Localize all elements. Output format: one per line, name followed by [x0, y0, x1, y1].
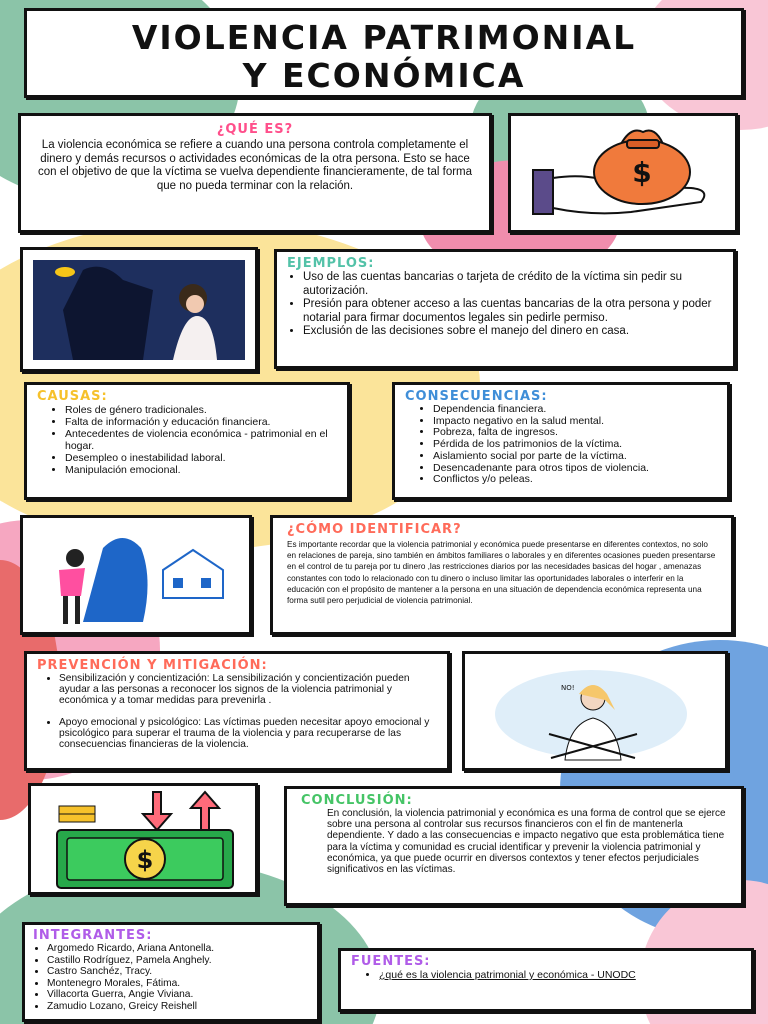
identificar-image-card [20, 515, 252, 635]
list-item: • Exclusión de las decisiones sobre el manejo del dinero en casa. [303, 325, 723, 339]
identificar-text: Es importante recordar que la violencia patrimonial y económica puede presentarse en diferentes contextos, no solo en relaciones de pareja, sino también en ámbitos familiares o laborales y en diferentes ocasiones pueden presentarse en el control de tu pareja por tu dinero ,las restricciones diarios por las necesidades basicas del hogar , amenazas constantes con todo lo relacionado con tu dinero o incluso limitar las oportunidades laborales o interferir en la educación con el propósito de mantener a la persona en una situación de dependencia económica representa una forma sutil pero perjudicial de violencia patrimonial. [287, 540, 716, 606]
causas-list [37, 404, 337, 476]
fuentes-heading: FUENTES: [351, 954, 431, 969]
speech-bubble-text: NO! [561, 684, 575, 692]
consecuencias-card [392, 382, 730, 500]
list-item: • Uso de las cuentas bancarias o tarjeta de crédito de la víctima sin pedir su autorización. [303, 271, 723, 298]
identificar-card [270, 515, 734, 635]
integrantes-card [22, 922, 320, 1022]
list-item: • Aislamiento social por parte de la víctima. [433, 451, 717, 463]
house-shadow-icon [23, 518, 249, 632]
consecuencias-heading: CONSECUENCIAS: [405, 389, 548, 404]
fuentes-list [351, 969, 741, 981]
que-es-card [18, 113, 492, 233]
list-item: • Apoyo emocional y psicológico: Las víctimas pueden necesitar apoyo emocional y psicológico para superar el trauma de la violencia y para recuperarse de las consecuencias financieras de la violencia. [59, 717, 437, 751]
list-item: • Falta de información y educación financiera. [65, 416, 337, 428]
money-bag-card [508, 113, 738, 233]
list-item: • Impacto negativo en la salud mental. [433, 416, 717, 428]
list-item: • Sensibilización y concientización: La sensibilización y concientización pueden ayudar a las personas a reconocer los signos de la violencia patrimonial y económica y a tomar medidas para prevenirla . [59, 673, 437, 707]
money-image-card [28, 783, 258, 895]
list-item: • Pobreza, falta de ingresos. [433, 427, 717, 439]
list-item: • Argomedo Ricardo, Ariana Antonella. [47, 943, 309, 955]
cash-arrows-icon [31, 786, 255, 892]
fuentes-link[interactable] [379, 969, 741, 981]
list-item: • Dependencia financiera. [433, 404, 717, 416]
list-item: • Antecedentes de violencia económica - patrimonial en el hogar. [65, 428, 337, 452]
list-item: • Montenegro Morales, Fátima. [47, 978, 309, 990]
page-title-line2: Y ECONÓMICA [242, 56, 526, 95]
source-link[interactable]: ¿qué es la violencia patrimonial y económica - UNODC [379, 969, 636, 981]
list-item: • Castro Sanchéz, Tracy. [47, 966, 309, 978]
prevencion-card [24, 651, 450, 771]
ejemplos-heading: EJEMPLOS: [287, 256, 375, 271]
list-item: • Presión para obtener acceso a las cuentas bancarias de la otra persona y poder notarial para firmar documentos legales sin pedirle permiso. [303, 298, 723, 325]
list-item: • Pérdida de los patrimonios de la víctima. [433, 439, 717, 451]
conclusion-text: En conclusión, la violencia patrimonial y económica es una forma de control que se ejerce sobre una persona al controlar sus recursos financieros con el fin de mantenerla dependiente. Y dado a las consecuencias e impacto negativo que esta problemática tiene para la víctima y comunidad es crucial identificar y prevenir la violencia patrimonial y económica, ya que puede ocurrir en diversos contextos y tener efectos perjudiciales significativos en las víctimas. [327, 808, 726, 876]
list-item: • Zamudio Lozano, Greicy Reishell [47, 1001, 309, 1013]
dollar-symbol: $ [632, 156, 652, 189]
title-card [24, 8, 744, 98]
ejemplos-card [274, 249, 736, 369]
list-item: • Desencadenante para otros tipos de violencia. [433, 463, 717, 475]
integrantes-list [33, 943, 309, 1013]
ejemplos-image-card [20, 247, 258, 372]
list-item: • Roles de género tradicionales. [65, 404, 337, 416]
prevencion-list [37, 673, 437, 750]
prevencion-heading: PREVENCIÓN Y MITIGACIÓN: [37, 658, 268, 673]
identificar-heading: ¿CÓMO IDENTIFICAR? [287, 522, 462, 537]
page-title-line1: VIOLENCIA PATRIMONIAL [131, 18, 637, 57]
ejemplos-list [287, 271, 723, 339]
prevencion-image-card [462, 651, 728, 771]
que-es-heading: ¿QUÉ ES? [216, 122, 294, 137]
list-item: • Castillo Rodríguez, Pamela Anghely. [47, 955, 309, 967]
integrantes-heading: INTEGRANTES: [33, 928, 153, 943]
consecuencias-list [405, 404, 717, 486]
woman-crossed-arms-icon [465, 654, 725, 768]
dollar-symbol: $ [136, 846, 154, 874]
conclusion-heading: CONCLUSIÓN: [301, 793, 413, 808]
list-item: • Conflictos y/o peleas. [433, 474, 717, 486]
list-item: • Desempleo o inestabilidad laboral. [65, 452, 337, 464]
money-bag-hand-icon [511, 116, 735, 230]
causas-card [24, 382, 350, 500]
causas-heading: CAUSAS: [37, 389, 108, 404]
conclusion-card [284, 786, 744, 906]
list-item: • Villacorta Guerra, Angie Viviana. [47, 989, 309, 1001]
que-es-text: La violencia económica se refiere a cuando una persona controla completamente el dinero y demás recursos o actividades económicas de la otra persona. Esto se hace con el objetivo de que la víctima se vuelva dependiente financieramente, de tal forma que no pueda terminar con la relación. [37, 139, 473, 192]
list-item: • Manipulación emocional. [65, 464, 337, 476]
violence-scene-icon [33, 260, 245, 360]
fuentes-card [338, 948, 754, 1012]
